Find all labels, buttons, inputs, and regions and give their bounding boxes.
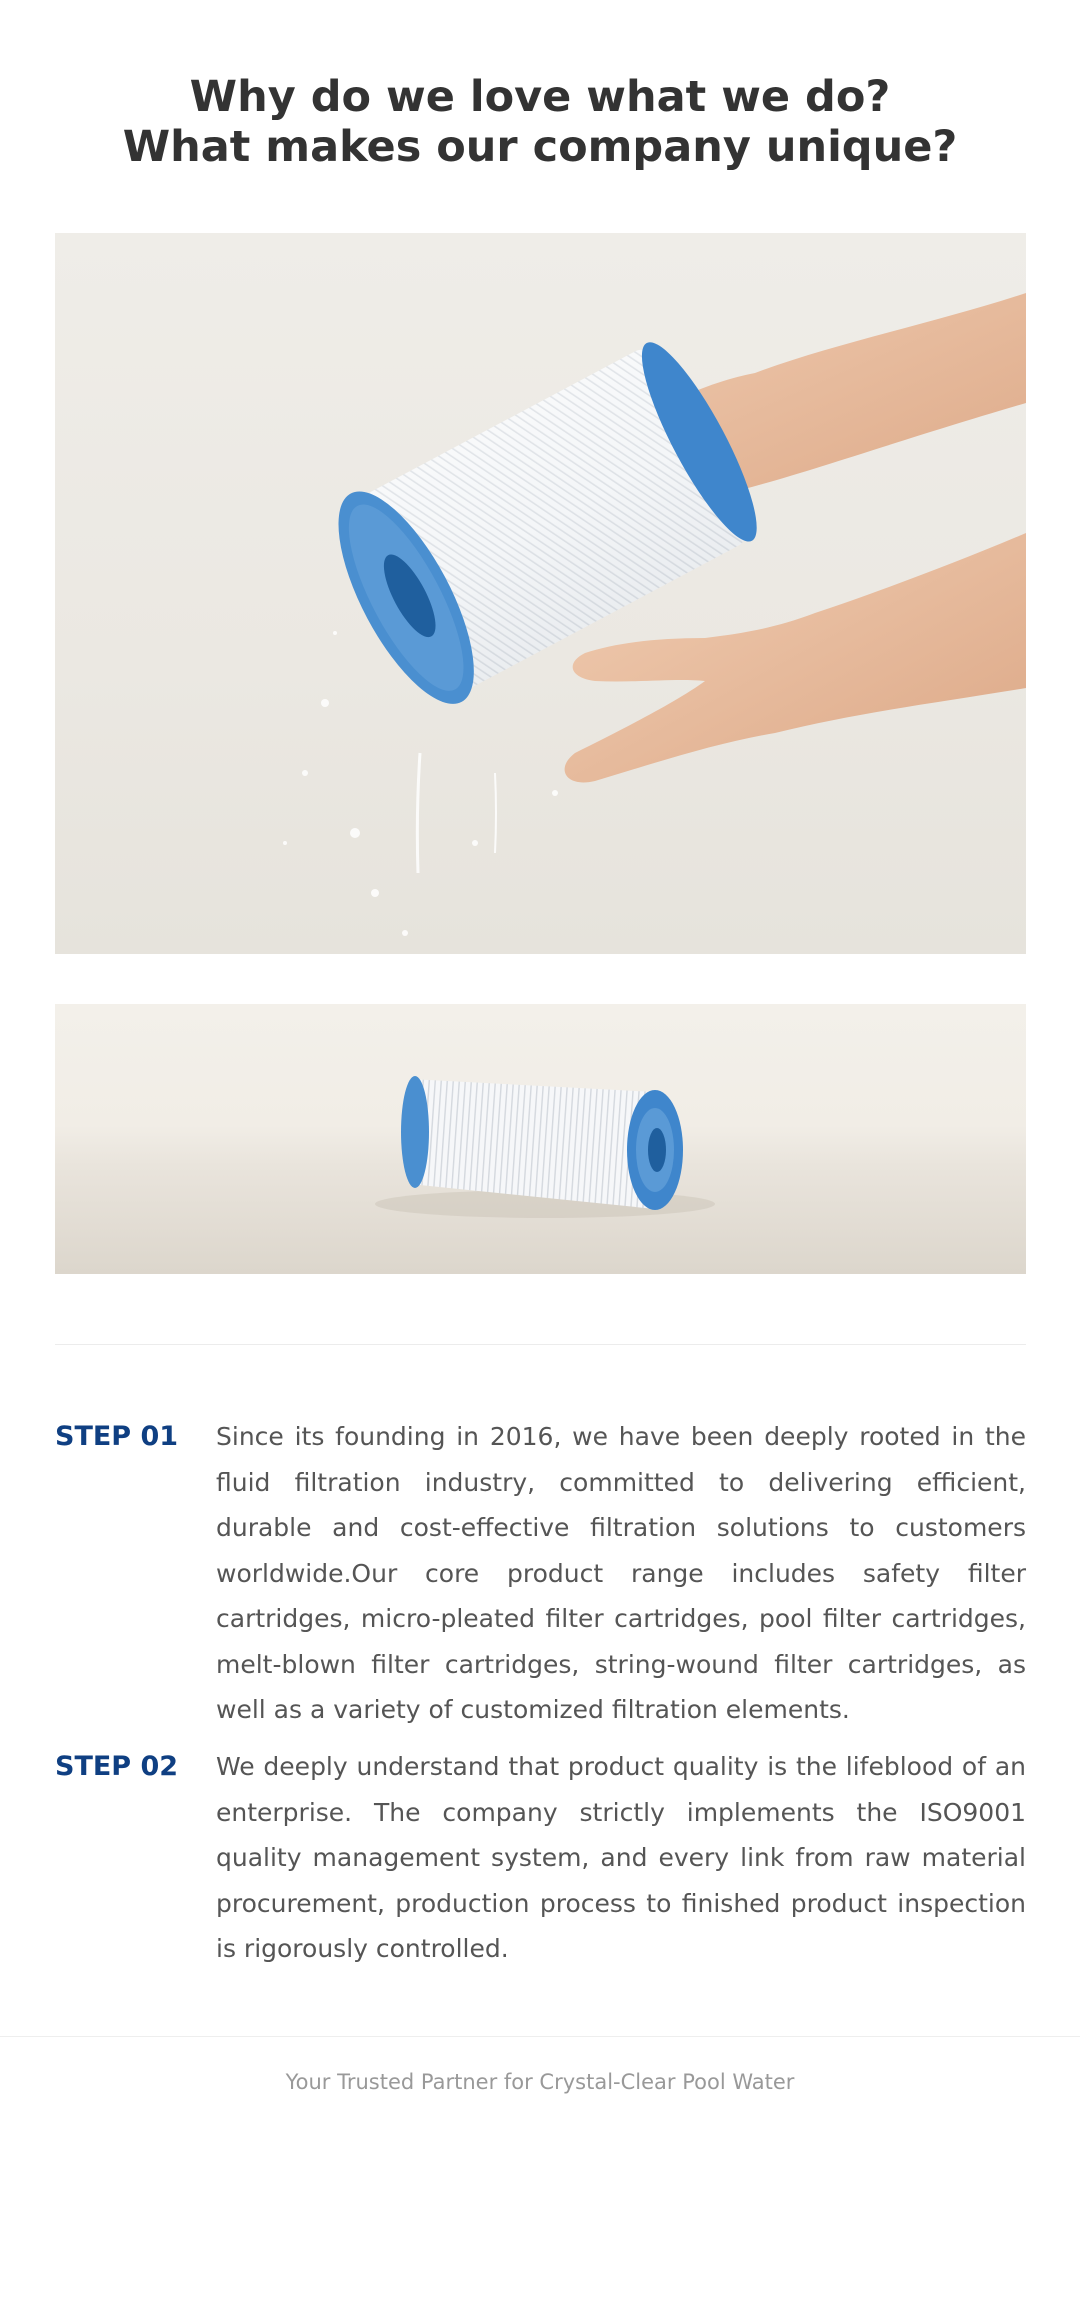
section-divider [55, 1344, 1026, 1345]
filter-cartridge-hands-illustration [55, 233, 1026, 954]
step-02-text: We deeply understand that product quality is the lifeblood of an enterprise. The company strictly implements the ISO9001 quality management system, and every link from raw material procurement, production process to finished product inspection is rigorously controlled. [216, 1752, 1026, 1963]
footer-divider [0, 2036, 1080, 2037]
filter-on-table-photo [55, 1004, 1026, 1274]
step-01-text: Since its founding in 2016, we have been deeply rooted in the fluid filtration industry, committed to delivering efficient, durable and cost-effective filtration solutions to customers worldwide.Our core product range includes safety filter cartridges, micro-pleated filter cartridges, pool filter cartridges, melt-blown filter cartridges, string-wound filter cartridges, as well as a variety of customized filtration elements. [216, 1422, 1026, 1724]
filter-cartridge-table-illustration [55, 1004, 1026, 1274]
heading-line-2: What makes our company unique? [122, 122, 958, 172]
hands-holding-filter-photo [55, 233, 1026, 954]
footer-tagline: Your Trusted Partner for Crystal-Clear Pool Water [285, 2070, 795, 2094]
step-02-label: STEP 02 [55, 1751, 179, 1782]
section-heading [0, 72, 1080, 172]
step-01-label: STEP 01 [55, 1421, 179, 1452]
heading-line-1: Why do we love what we do? [189, 72, 891, 122]
